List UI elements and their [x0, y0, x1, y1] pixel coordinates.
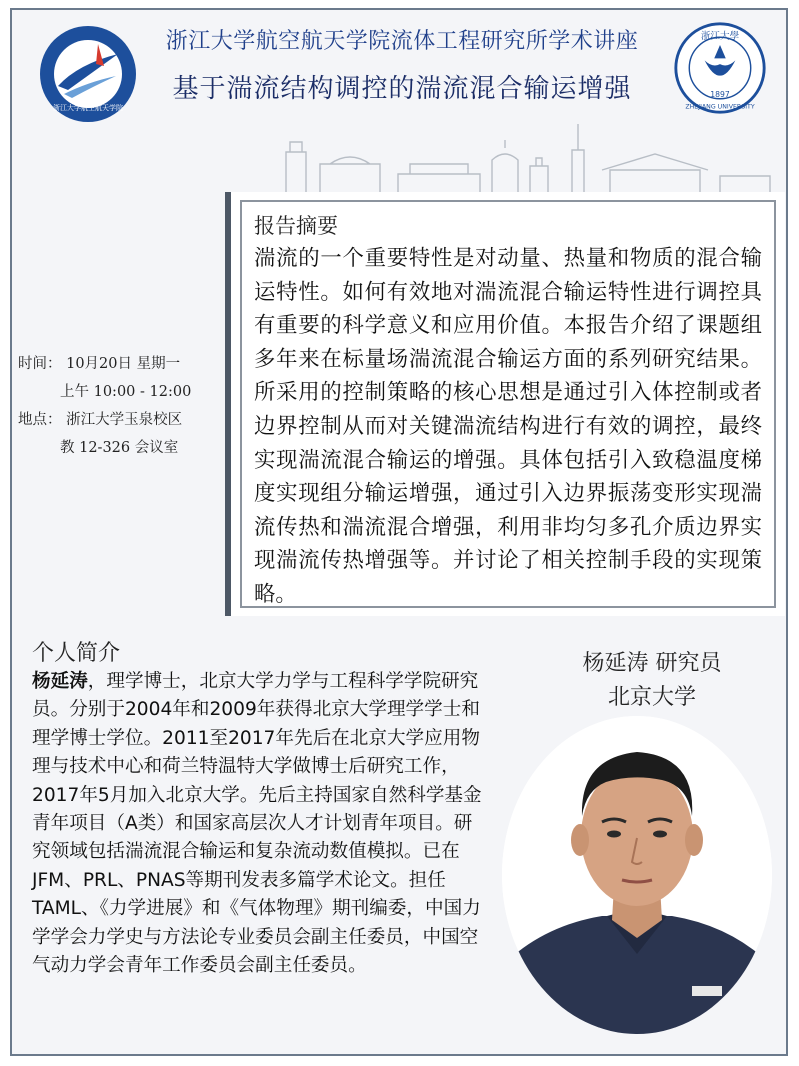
speaker-name-title: 杨延涛 研究员 — [582, 651, 722, 676]
time-row — [18, 350, 214, 378]
bio-body — [32, 668, 490, 980]
room: 教 12-326 会议室 — [60, 440, 179, 456]
time-place-info — [18, 350, 214, 462]
time-value: 10月20日 星期一 — [66, 356, 181, 372]
time-label: 时间： — [18, 356, 62, 372]
poster — [10, 8, 788, 1056]
svg-text:ZHEJIANG UNIVERSITY: ZHEJIANG UNIVERSITY — [685, 103, 755, 111]
bio-title: 个人简介 — [32, 641, 121, 666]
abstract-box — [225, 192, 785, 616]
speaker-photo — [502, 716, 772, 1034]
bio-text: ，理学博士，北京大学力学与工程科学学院研究员。分别于2004年和2009年获得北京大学理学学士和理学博士学位。2011至2017年先后在北京大学应用物理与技术中心和荷兰特温特大学做博士后研究工作，2017年5月加入北京大学。先后主持国家自然科学基金青年项目（A类）和国家高层次人才计划青年项目。研究领域包括湍流混合输运和复杂流动数值模拟。已在JFM、PRL、PNAS等期刊发表多篇学术论文。担任TAML、《力学进展》和《气体物理》期刊编委，中国力学学会力学史与方法论专业委员会副主任委员，中国空气动力学会青年工作委员会副主任委员。 — [32, 671, 482, 977]
time-range: 上午 10:00 - 12:00 — [60, 384, 192, 400]
abstract-frame — [240, 200, 776, 608]
abstract-body: 湍流的一个重要特性是对动量、热量和物质的混合输运特性。如何有效地对湍流混合输运特性进行调控具有重要的科学意义和应用价值。本报告介绍了课题组多年来在标量场湍流混合输运方面的系列研究结果。所采用的控制策略的核心思想是通过引入体控制或者边界控制从而对关键湍流结构进行有效的调控，最终实现湍流混合输运的增强。具体包括引入致稳温度梯度实现组分输运增强，通过引入边界振荡变形实现湍流传热和湍流混合增强，利用非均匀多孔介质边界实现湍流传热增强等。并讨论了相关控制手段的实现策略。 — [254, 246, 762, 607]
bio-name: 杨延涛 — [32, 671, 88, 692]
institute-line: 浙江大学航空航天学院流体工程研究所学术讲座 — [165, 29, 639, 54]
svg-text:浙江大学航空航天学院: 浙江大学航空航天学院 — [53, 104, 123, 112]
svg-text:浙江大學: 浙江大學 — [700, 31, 740, 43]
school-logo-icon — [38, 24, 138, 124]
place-label: 地点： — [18, 412, 62, 428]
zju-logo-icon — [672, 20, 768, 116]
abstract-title: 报告摘要 — [254, 214, 338, 238]
speaker-photo-icon — [502, 716, 772, 1034]
svg-text:1897: 1897 — [710, 89, 730, 99]
skyline-illustration-icon — [280, 120, 780, 200]
talk-title: 基于湍流结构调控的湍流混合输运增强 — [172, 74, 632, 104]
place-row — [18, 406, 214, 434]
place-value: 浙江大学玉泉校区 — [66, 412, 183, 428]
speaker-affiliation: 北京大学 — [607, 685, 696, 710]
